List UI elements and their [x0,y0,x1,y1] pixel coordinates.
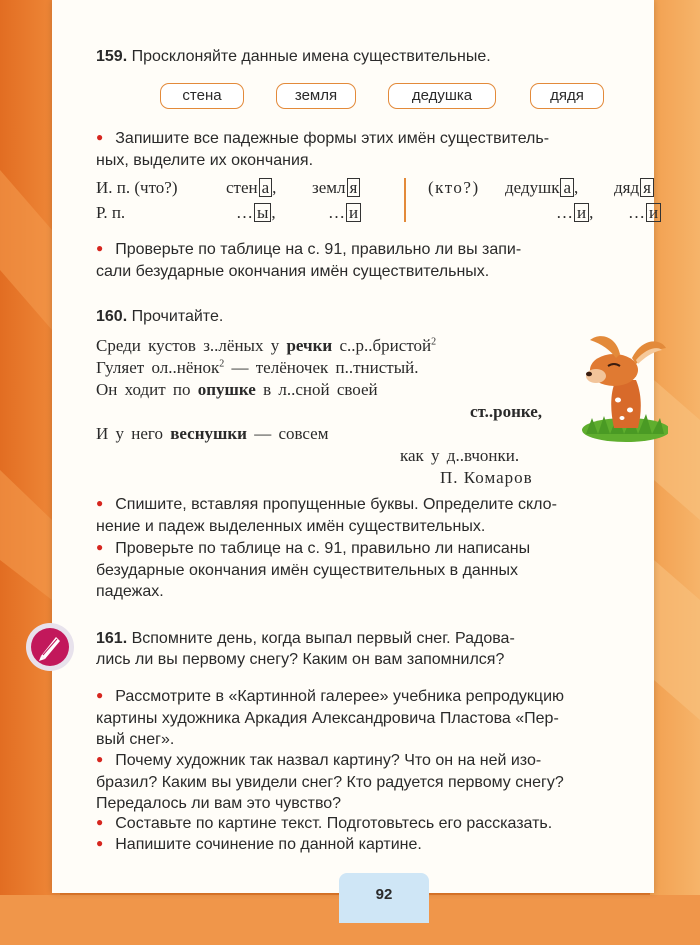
poem-line-2: Гуляет ол..нёнок$^2$ — телёночек п..тнистый. [96,358,419,377]
ex159-word-boxes [0,83,700,113]
ex161-bullet-4: ● Напишите сочинение по данной картине. [96,834,674,856]
ending-box: ы [254,203,271,222]
page-number: 92 [339,873,429,923]
ending-box: и [574,203,589,222]
ex161-bullet-1: ● Рассмотрите в «Картинной галерее» учебника репродукцию картины художника Аркадия Александровича Пластова «Пер- вый снег». [96,686,674,750]
ending-box: я [640,178,654,197]
ip-word-2: земл я [312,178,360,198]
ex160-bullet-1: ● Спишите, вставляя пропущенные буквы. Определите скло- нение и падеж выделенных имён существительных. [96,494,674,537]
poem-line-1: Среди кустов з..лёных у речки с..р..бристой$^2$ [96,336,437,355]
ip-word-4: дяд я [614,178,654,198]
pencil-icon [25,622,75,672]
ip-word-1: стен а , [226,178,277,197]
ex161-heading: 161. Вспомните день, когда выпал первый снег. Радова- лись ли вы первому снегу? Каким он вам запомнился? [96,630,515,668]
left-margin-orange [0,0,60,945]
column-divider [404,178,406,222]
ex160-bullet-2: ● Проверьте по таблице на с. 91, правильно ли написаны безударные окончания имён существительных в данных падежах. [96,538,674,602]
ex159-heading: 159. Просклоняйте данные имена существительные. [96,48,491,65]
ending-box: и [646,203,661,222]
rp-word-3: … и , [556,203,594,222]
ip-question-2: (кто?) [428,178,480,197]
poem-line-5: И у него веснушки — совсем [96,424,329,443]
ending-box: а [560,178,574,197]
poem-line-4: ст..ронке, [470,402,543,421]
word-box-1: стена [160,83,244,109]
ex159-bullet-1: ● Запишите все падежные формы этих имён существитель- ных, выделите их окончания. [96,128,674,171]
poem-line-6: как у д..вчонки. [400,446,520,465]
ip-label: И. п. (что?) [96,178,178,197]
ex161-bullet-3: ● Составьте по картине текст. Подготовьтесь его рассказать. [96,813,674,835]
ending-box: я [347,178,361,197]
poem-author: П. Комаров [440,468,533,487]
rp-word-2: … и [328,203,361,223]
ex159-bullet-2: ● Проверьте по таблице на с. 91, правильно ли вы запи- сали безударные окончания имён существительных. [96,239,674,282]
word-box-4: дядя [530,83,604,109]
ex160-heading: 160. Прочитайте. [96,308,224,325]
ex161-bullet-2: ● Почему художник так назвал картину? Что он на ней изо- бразил? Каким вы увидели снег? Кто радуется первому снегу? Передалось ли вам это чувство? [96,750,674,814]
poem-line-3: Он ходит по опушке в л..сной своей [96,380,378,399]
rp-label: Р. п. [96,203,126,222]
word-box-3: дедушка [388,83,496,109]
ending-box: и [346,203,361,222]
ending-box: а [259,178,273,197]
rp-word-1: … ы , [236,203,276,222]
rp-word-4: … и [628,203,661,223]
fawn-illustration [576,330,668,442]
ip-word-3: дедушк а , [505,178,579,197]
word-box-2: земля [276,83,356,109]
